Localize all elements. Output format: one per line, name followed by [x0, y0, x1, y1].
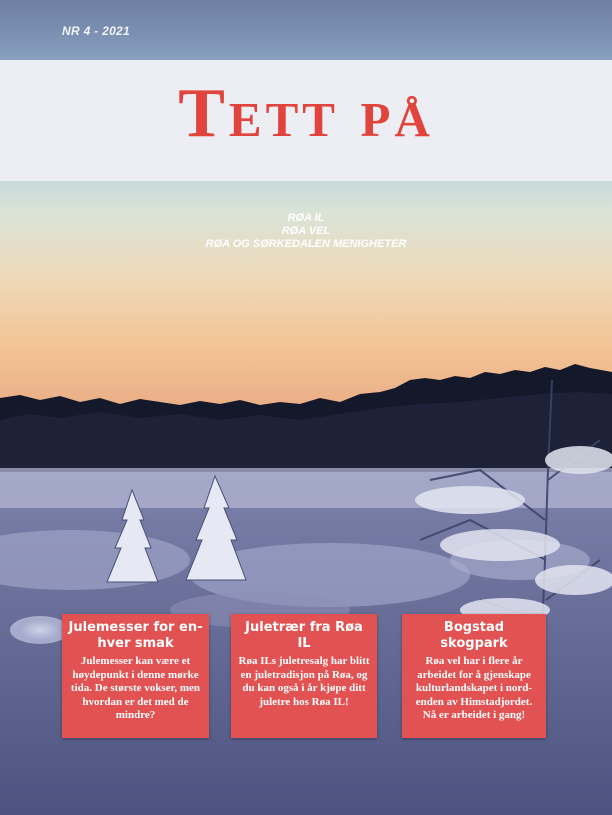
article-teaser-bogstad[interactable]: [402, 614, 546, 738]
article-text: Julemesser kan være et høydepunkt i denne mørke tida. De største vokser, men hvordan er det med de mindre?: [70, 655, 201, 721]
organizations-list: [160, 212, 452, 251]
article-title: Bogstad skogpark: [440, 620, 508, 651]
article-teaser-juletraer[interactable]: [231, 614, 377, 738]
article-title: Juletrær fra Røa IL: [245, 620, 363, 651]
organization-name: RØA IL: [287, 212, 325, 224]
issue-number: NR 4 - 2021: [62, 24, 130, 38]
magazine-title: Tett på: [178, 75, 434, 152]
article-text: Røa vel har i flere år arbeidet for å gjenskape kulturlandskapet i nord-enden av Himstadjordet. Nå er arbeidet i gang!: [415, 655, 533, 721]
article-title: Julemesser for en-hver smak: [68, 620, 203, 651]
organization-name: RØA OG SØRKEDALEN MENIGHETER: [205, 238, 407, 250]
article-text: Røa ILs juletresalg har blitt en juletradisjon på Røa, og du kan også i år kjøpe ditt juletre hos Røa IL!: [238, 655, 370, 708]
article-teaser-julemesser[interactable]: [62, 614, 209, 738]
organization-name: RØA VEL: [281, 225, 331, 237]
